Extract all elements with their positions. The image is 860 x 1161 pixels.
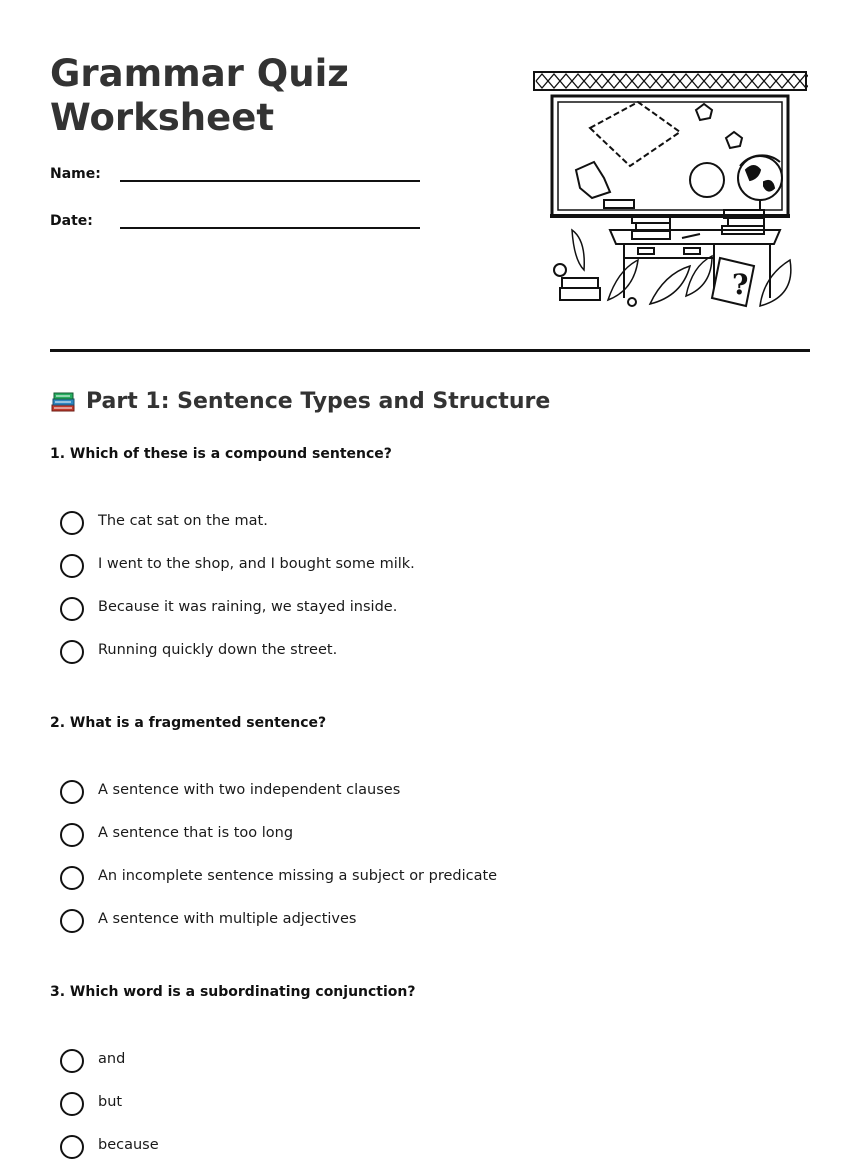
section-heading-text: Part 1: Sentence Types and Structure bbox=[86, 388, 551, 414]
question-text: 2. What is a fragmented sentence? bbox=[50, 715, 327, 731]
header-divider bbox=[50, 349, 810, 352]
option-label: A sentence with two independent clauses bbox=[98, 782, 401, 798]
books-icon bbox=[50, 388, 76, 414]
date-label: Date: bbox=[50, 213, 93, 229]
radio-button[interactable] bbox=[60, 866, 84, 890]
date-input-line[interactable] bbox=[120, 227, 420, 229]
option[interactable] bbox=[50, 553, 790, 596]
question-text: 3. Which word is a subordinating conjunction? bbox=[50, 984, 416, 1000]
option[interactable] bbox=[50, 908, 790, 951]
option-label: Because it was raining, we stayed inside. bbox=[98, 599, 398, 615]
question-1 bbox=[50, 446, 790, 682]
option-label: The cat sat on the mat. bbox=[98, 513, 268, 529]
option[interactable] bbox=[50, 1134, 790, 1161]
option-label: A sentence with multiple adjectives bbox=[98, 911, 357, 927]
options-list bbox=[50, 1048, 790, 1161]
option[interactable] bbox=[50, 510, 790, 553]
option-label: because bbox=[98, 1137, 159, 1153]
radio-button[interactable] bbox=[60, 780, 84, 804]
option-label: Running quickly down the street. bbox=[98, 642, 338, 658]
option[interactable] bbox=[50, 865, 790, 908]
option[interactable] bbox=[50, 1048, 790, 1091]
radio-button[interactable] bbox=[60, 823, 84, 847]
radio-button[interactable] bbox=[60, 1135, 84, 1159]
option[interactable] bbox=[50, 1091, 790, 1134]
options-list bbox=[50, 510, 790, 682]
option-label: and bbox=[98, 1051, 126, 1067]
question-3 bbox=[50, 984, 790, 1161]
name-input-line[interactable] bbox=[120, 180, 420, 182]
radio-button[interactable] bbox=[60, 554, 84, 578]
radio-button[interactable] bbox=[60, 640, 84, 664]
question-mark-sign: ? bbox=[732, 268, 749, 301]
option[interactable] bbox=[50, 639, 790, 682]
option[interactable] bbox=[50, 779, 790, 822]
radio-button[interactable] bbox=[60, 511, 84, 535]
option-label: An incomplete sentence missing a subject or predicate bbox=[98, 868, 498, 884]
radio-button[interactable] bbox=[60, 909, 84, 933]
options-list bbox=[50, 779, 790, 951]
option[interactable] bbox=[50, 822, 790, 865]
page-title: Grammar Quiz Worksheet bbox=[50, 52, 349, 139]
question-text: 1. Which of these is a compound sentence? bbox=[50, 446, 392, 462]
radio-button[interactable] bbox=[60, 1049, 84, 1073]
name-label: Name: bbox=[50, 166, 101, 182]
option-label: I went to the shop, and I bought some milk. bbox=[98, 556, 415, 572]
option-label: but bbox=[98, 1094, 123, 1110]
option[interactable] bbox=[50, 596, 790, 639]
radio-button[interactable] bbox=[60, 1092, 84, 1116]
section-heading bbox=[50, 388, 550, 414]
classroom-illustration bbox=[532, 70, 808, 312]
radio-button[interactable] bbox=[60, 597, 84, 621]
question-2 bbox=[50, 715, 790, 951]
option-label: A sentence that is too long bbox=[98, 825, 294, 841]
